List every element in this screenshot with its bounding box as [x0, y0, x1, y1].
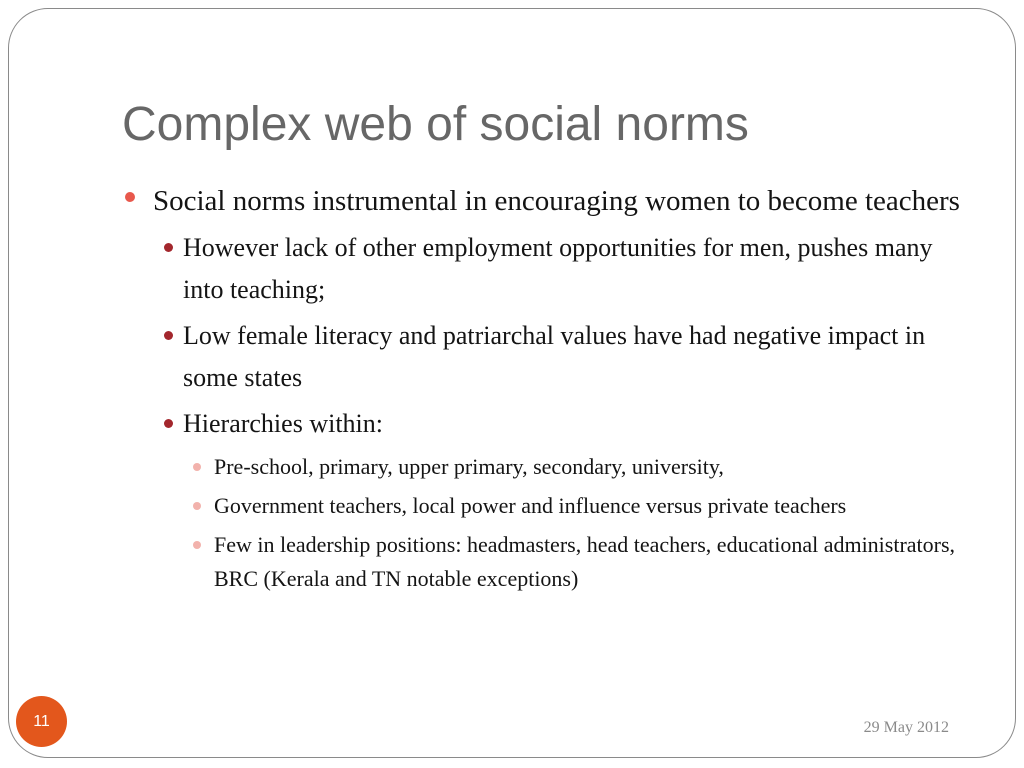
bullet-text: However lack of other employment opportunities for men, pushes many into teaching;	[183, 233, 933, 304]
bullet-dot-icon	[125, 192, 135, 202]
bullet-text: Government teachers, local power and influence versus private teachers	[214, 493, 847, 518]
bullet-text: Social norms instrumental in encouraging women to become teachers	[153, 185, 960, 217]
bullet-text: Few in leadership positions: headmasters, head teachers, educational administrators, BRC (Kerala and TN notable exceptions)	[214, 532, 956, 591]
bullet-dot-icon	[193, 502, 201, 510]
slide-frame	[8, 8, 1016, 758]
bullet-item-level2	[159, 227, 979, 311]
slide-number-badge: 11	[16, 696, 67, 747]
bullet-dot-icon	[193, 463, 201, 471]
bullet-text: Hierarchies within:	[183, 409, 383, 438]
bullet-list	[119, 179, 979, 596]
bullet-dot-icon	[164, 419, 173, 428]
bullet-item-level2	[159, 403, 979, 445]
bullet-text: Pre-school, primary, upper primary, secondary, university,	[214, 454, 724, 479]
slide-title: Complex web of social norms	[122, 98, 749, 151]
bullet-dot-icon	[164, 331, 173, 340]
bullet-item-level3	[189, 528, 979, 596]
bullet-item-level3	[189, 489, 979, 523]
bullet-dot-icon	[193, 541, 201, 549]
bullet-item-level3	[189, 450, 979, 484]
bullet-text: Low female literacy and patriarchal values have had negative impact in some states	[183, 321, 926, 392]
bullet-dot-icon	[164, 243, 173, 252]
bullet-item-level2	[159, 315, 979, 399]
bullet-item-level1	[119, 179, 979, 223]
slide-date: 29 May 2012	[863, 719, 949, 736]
